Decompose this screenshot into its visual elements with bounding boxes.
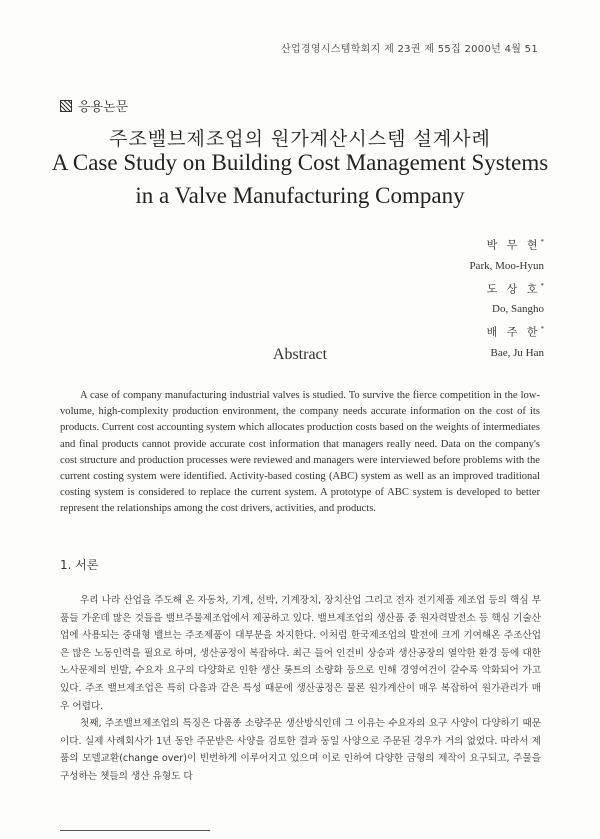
body-paragraph-1: 우리 나라 산업을 주도해 온 자동차, 기계, 선박, 기계장치, 장치산업 그리고 전자 전기제품 제조업 등의 핵심 부품들 가운데 많은 것들을 밸브주물제조업에서 제공하고 있다. 밸브제조업의 생산품 중 원자력발전소 등 핵심 기술산업에 사용되는 중대형 밸브는 주조제품이 대부분을 차지한다. 이처럼 한국제조업의 발전에 크게 기여해온 주조산업은 많은 노동인력을 필요로 하며, 생산공정이 복잡하다. 최근 들어 인건비 상승과 생산공장의 열악한 환경 등에 대한 노사문제의 빈발, 수요자 요구의 다양화로 인한 생산 롯트의 소량화 등으로 인해 경영여건이 갈수록 악화되어 가고 있다. 주조 밸브제조업은 특히 다음과 같은 특성 때문에 생산공정은 물론 원가계산이 매우 복잡하여 원가관리가 매우 어렵다. (60, 595, 541, 712)
author-2-korean: 도 상 호* (486, 281, 544, 296)
title-korean: 주조밸브제조업의 원가계산시스템 설계사례 (109, 128, 491, 150)
body-text (60, 592, 541, 786)
author-2-english: Do, Sangho (492, 303, 544, 316)
section-tag (60, 96, 128, 115)
title-english-line-2: in a Valve Manufacturing Company (135, 183, 465, 208)
running-head: 산업경영시스템학회지 제 23권 제 55집 2000년 4월 51 (281, 44, 538, 55)
author-1-korean: 박 무 현* (486, 238, 544, 252)
title-english-line-1: A Case Study on Building Cost Management Systems (51, 150, 549, 175)
abstract-heading: Abstract (272, 346, 328, 363)
title-english (0, 146, 600, 212)
author-3-english: Bae, Ju Han (490, 346, 544, 359)
author-block (469, 232, 544, 363)
hatched-square-icon (60, 100, 72, 112)
author-3-korean: 배 주 한* (486, 325, 544, 339)
body-paragraph-2: 첫째, 주조밸브제조업의 특징은 다품종 소량주문 생산방식인데 그 이유는 수요자의 요구 사양이 다양하기 때문이다. 실제 사례회사가 1년 동안 주문받은 사양을 검토한 결과 동일 사양으로 주문된 경우가 거의 없었다. 따라서 제품의 모델교환(change over)이 빈번하게 이루어지고 있으며 이로 인하여 다양한 금형의 제작이 요구되고, 주물을 구성하는 쳇들의 생산 유형도 다 (60, 718, 541, 782)
section-tag-label: 응용논문 (78, 100, 129, 115)
footnote-divider (60, 830, 210, 831)
author-1-english: Park, Moo-Hyun (469, 259, 544, 272)
abstract-text: A case of company manufacturing industrial valves is studied. To survive the fierce competition in the low-volume, high-complexity production environment, the company needs accurate information on the cost of its products. Current cost accounting system which allocates production costs based on the weights of intermediates and final products cannot provide accurate cost information that managers really need. Data on the company's cost structure and production processes were reviewed and managers were interviewed before problems with the current costing system were identified. Activity-based costing (ABC) system as well as an improved traditional costing system is considered to replace the current system. A prototype of ABC system is developed to better represent the relationships among the cost drivers, activities, and products. (60, 390, 540, 515)
section-heading: 1. 서론 (60, 558, 99, 572)
